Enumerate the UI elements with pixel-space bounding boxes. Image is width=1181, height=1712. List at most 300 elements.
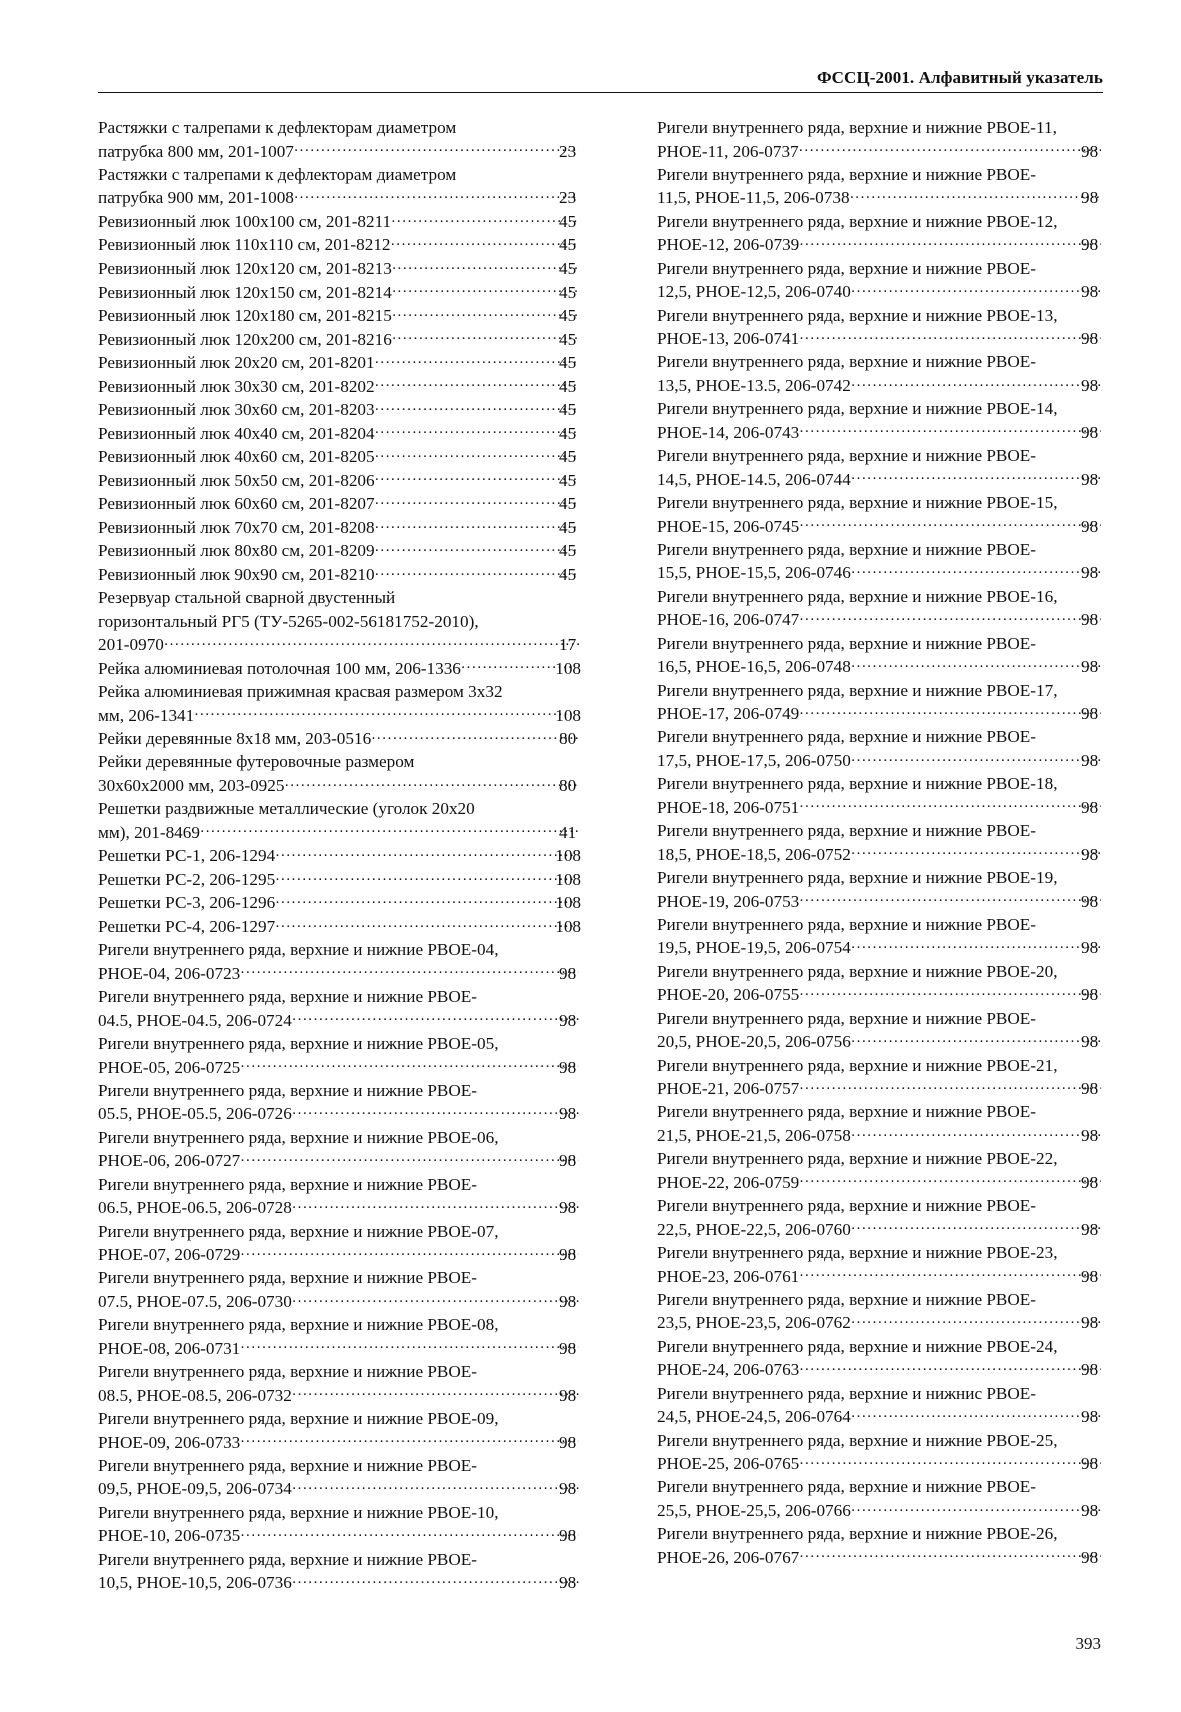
index-entry-line: 07.5, РНОЕ-07.5, 206-0730 ..... 98 — [120, 1290, 581, 1314]
index-entry-text: 201-0970 — [98, 635, 164, 655]
index-entry — [98, 727, 581, 751]
index-entry — [98, 445, 581, 469]
index-entry-text: РНОЕ-15, 206-0745 — [657, 516, 800, 536]
index-entry-text: РНОЕ-19, 206-0753 — [657, 891, 800, 911]
index-entry-text: Ригели внутреннего ряда, верхние и нижние РВОЕ-16, — [657, 586, 1058, 606]
index-entry-line — [657, 304, 1103, 327]
index-entry-line: РНОЕ-07, 206-0729 ..... 98 — [120, 1243, 581, 1267]
dot-leader — [165, 633, 579, 650]
index-entry-text: Ригели внутреннего ряда, верхние и нижние РВОЕ-24, — [657, 1336, 1058, 1356]
index-entry-line — [657, 1475, 1103, 1498]
index-entry-text: РНОЕ-20, 206-0755 — [657, 985, 800, 1005]
index-entry-text: 10,5, РНОЕ-10,5, 206-0736 — [98, 1573, 292, 1593]
index-entry-text: Ревизионный люк 80х80 см, 201-8209 — [98, 541, 375, 561]
index-entry — [657, 866, 1103, 913]
dot-leader — [295, 186, 579, 203]
dot-leader — [293, 1477, 579, 1494]
index-entry-text: Ригели внутреннего ряда, верхние и нижние РВОЕ- — [657, 914, 1037, 934]
index-entry-line: 11,5, РНОЕ-11,5, 206-0738 ..... 98 — [679, 186, 1103, 210]
index-entry — [657, 679, 1103, 726]
dot-leader — [800, 139, 1101, 156]
index-entry-line — [657, 210, 1103, 233]
index-entry-line: РНОЕ-14, 206-0743 ..... 98 — [679, 421, 1103, 445]
dot-leader — [852, 655, 1101, 672]
index-entry-line — [98, 1454, 581, 1477]
dot-leader — [852, 561, 1101, 578]
index-entry-text: Ревизионный люк 30х60 см, 201-8203 — [98, 400, 375, 420]
index-entry-text: Ревизионный люк 120х180 см, 201-8215 — [98, 306, 392, 326]
index-entry-text: РНОЕ-21, 206-0757 — [657, 1079, 800, 1099]
index-entry-line — [98, 750, 581, 773]
index-entry-line — [98, 1266, 581, 1289]
index-entry-text: 24,5, РНОЕ-24,5, 206-0764 — [657, 1407, 851, 1427]
index-entry-line: Ревизионный люк 50х50 см, 201-8206 ..... 45 — [120, 469, 581, 493]
index-entry-text: Ревизионный люк 100х100 см, 201-8211 — [98, 211, 392, 231]
index-entry-text: Решетки РС-3, 206-1296 — [98, 893, 276, 913]
index-entry — [98, 656, 581, 680]
header-title: ФССЦ-2001. Алфавитный указатель — [816, 68, 1103, 87]
dot-leader — [276, 891, 575, 908]
dot-leader — [293, 1196, 579, 1213]
dot-leader — [800, 1452, 1101, 1469]
index-entry — [657, 350, 1103, 397]
index-entry-line — [98, 1407, 581, 1430]
index-entry-text: Ригели внутреннего ряда, верхние и нижние РВОЕ- — [657, 164, 1037, 184]
index-entry-text: РНОЕ-25, 206-0765 — [657, 1454, 800, 1474]
index-entry-line: Ревизионный люк 60х60 см, 201-8207 ..... 45 — [120, 492, 581, 516]
index-entry-line: 23,5, РНОЕ-23,5, 206-0762 ..... 98 — [679, 1311, 1103, 1335]
index-entry-text: 30х60х2000 мм, 203-0925 — [98, 775, 285, 795]
dot-leader — [393, 304, 579, 321]
index-entry-line: Ревизионный люк 110х110 см, 201-8212 ..... 45 — [120, 233, 581, 257]
dot-leader — [241, 1524, 579, 1541]
dot-leader — [276, 868, 575, 885]
index-entry-text: 23,5, РНОЕ-23,5, 206-0762 — [657, 1313, 851, 1333]
index-entry-text: Ригели внутреннего ряда, верхние и нижние РВОЕ- — [98, 1080, 478, 1100]
index-entry-text: Ревизионный люк 20х20 см, 201-8201 — [98, 353, 375, 373]
index-entry-line — [657, 866, 1103, 889]
index-entry-line: 10,5, РНОЕ-10,5, 206-0736 ..... 98 — [120, 1571, 581, 1595]
index-entry-line — [98, 163, 581, 186]
dot-leader — [376, 516, 579, 533]
dot-leader — [392, 233, 579, 250]
index-entry-line: 19,5, РНОЕ-19,5, 206-0754 ..... 98 — [679, 936, 1103, 960]
index-entry — [98, 1548, 581, 1595]
index-entry-line: 17,5, РНОЕ-17,5, 206-0750 ..... 98 — [679, 749, 1103, 773]
index-entry-text: Ревизионный люк 120х150 см, 201-8214 — [98, 282, 392, 302]
index-entry-line: Ревизионный люк 120х150 см, 201-8214 ..... 45 — [120, 280, 581, 304]
dot-leader — [800, 1264, 1101, 1281]
index-entry-line: РНОЕ-13, 206-0741 ..... 98 — [679, 327, 1103, 351]
index-entry-text: РНОЕ-16, 206-0747 — [657, 610, 800, 630]
index-entry-text: 19,5, РНОЕ-19,5, 206-0754 — [657, 938, 851, 958]
index-entry-text: Ригели внутреннего ряда, верхние и нижние РВОЕ-08, — [98, 1315, 499, 1335]
index-entry-text: РНОЕ-05, 206-0725 — [98, 1057, 241, 1077]
index-entry-line: РНОЕ-09, 206-0733 ..... 98 — [120, 1430, 581, 1454]
index-entry-text: Растяжки с талрепами к дефлекторам диаметром — [98, 164, 457, 184]
index-entry-text: Ригели внутреннего ряда, верхние и нижние РВОЕ- — [657, 446, 1037, 466]
index-entry-text: Ригели внутреннего ряда, верхние и нижние РВОЕ- — [657, 1477, 1037, 1497]
dot-leader — [201, 821, 579, 838]
index-entry-text: Ригели внутреннего ряда, верхние и нижние РВОЕ-06, — [98, 1127, 499, 1147]
index-entry-text: 12,5, РНОЕ-12,5, 206-0740 — [657, 282, 851, 302]
index-entry-text: Ригели внутреннего ряда, верхние и нижнис РВОЕ- — [657, 1383, 1037, 1403]
index-entry-text: Ригели внутреннего ряда, верхние и нижние РВОЕ-05, — [98, 1034, 499, 1054]
index-entry-text: Ригели внутреннего ряда, верхние и нижние РВОЕ- — [98, 1549, 478, 1569]
index-entry-line: Ревизионный люк 70х70 см, 201-8208 ..... 45 — [120, 516, 581, 540]
dot-leader — [800, 421, 1101, 438]
index-entry — [98, 868, 581, 892]
index-entry-text: Ревизионный люк 110х110 см, 201-8212 — [98, 235, 391, 255]
index-entry-line: 18,5, РНОЕ-18,5, 206-0752 ..... 98 — [679, 842, 1103, 866]
index-entry-line — [98, 1313, 581, 1336]
index-entry-line: мм), 201-8469 ..... 41 — [120, 821, 581, 845]
index-entry-text: Ригели внутреннего ряда, верхние и нижние РВОЕ- — [98, 1268, 478, 1288]
index-entry — [657, 1475, 1103, 1522]
index-entry — [657, 960, 1103, 1007]
index-entry-text: Ригели внутреннего ряда, верхние и нижние РВОЕ- — [657, 727, 1037, 747]
index-entry — [98, 163, 581, 210]
dot-leader — [276, 844, 575, 861]
index-entry-text: Решетки РС-4, 206-1297 — [98, 916, 276, 936]
index-entry — [98, 1032, 581, 1079]
index-entry-line: РНОЕ-04, 206-0723 ..... 98 — [120, 962, 581, 986]
dot-leader — [376, 422, 579, 439]
index-entry — [657, 491, 1103, 538]
index-entry-line: РНОЕ-19, 206-0753 ..... 98 — [679, 889, 1103, 913]
index-entry-text: 07.5, РНОЕ-07.5, 206-0730 — [98, 1291, 292, 1311]
index-entry-line — [657, 538, 1103, 561]
index-entry-line — [657, 1522, 1103, 1545]
dot-leader — [393, 257, 579, 274]
index-entry-line: 201-0970 ..... 17 — [120, 633, 581, 657]
dot-leader — [800, 1546, 1101, 1563]
index-entry — [657, 1147, 1103, 1194]
index-entry-text: Ригели внутреннего ряда, верхние и нижние РВОЕ- — [657, 1196, 1037, 1216]
index-entry-text: Ригели внутреннего ряда, верхние и нижние РВОЕ- — [657, 1102, 1037, 1122]
index-entry-text: Ригели внутреннего ряда, верхние и нижние РВОЕ-26, — [657, 1524, 1058, 1544]
index-page-ref: 108 — [555, 846, 581, 866]
index-entry-line: 13,5, РНОЕ-13.5, 206-0742 ..... 98 — [679, 374, 1103, 398]
index-page-ref: 108 — [555, 869, 581, 889]
index-entry-text: РНОЕ-24, 206-0763 — [657, 1360, 800, 1380]
index-entry-line: 21,5, РНОЕ-21,5, 206-0758 ..... 98 — [679, 1124, 1103, 1148]
dot-leader — [852, 1030, 1101, 1047]
dot-leader — [392, 210, 579, 227]
index-entry-text: Ригели внутреннего ряда, верхние и нижние РВОЕ-13, — [657, 305, 1058, 325]
index-entry-text: РНОЕ-12, 206-0739 — [657, 235, 800, 255]
index-entry — [98, 116, 581, 163]
dot-leader — [241, 1243, 579, 1260]
index-entry-text: Ригели внутреннего ряда, верхние и нижние РВОЕ-12, — [657, 211, 1058, 231]
index-entry-line: Ревизионный люк 120х200 см, 201-8216 ..... 45 — [120, 327, 581, 351]
index-entry-text: 20,5, РНОЕ-20,5, 206-0756 — [657, 1032, 851, 1052]
index-entry — [98, 844, 581, 868]
index-entry-text: 05.5, РНОЕ-05.5, 206-0726 — [98, 1104, 292, 1124]
index-entry-line — [657, 772, 1103, 795]
index-entry-text: Ревизионный люк 120х120 см, 201-8213 — [98, 259, 392, 278]
index-entry-line — [657, 1241, 1103, 1264]
dot-leader — [376, 492, 579, 509]
index-column-right — [657, 116, 1103, 1569]
dot-leader — [295, 139, 579, 156]
dot-leader — [393, 280, 579, 297]
dot-leader — [800, 796, 1101, 813]
index-entry-line: РНОЕ-25, 206-0765 ..... 98 — [679, 1452, 1103, 1476]
dot-leader — [852, 1499, 1101, 1516]
index-entry-line — [657, 163, 1103, 186]
index-entry-text: мм, 206-1341 — [98, 705, 195, 725]
index-entry-line: 05.5, РНОЕ-05.5, 206-0726 ..... 98 — [120, 1102, 581, 1126]
index-entry-text: 16,5, РНОЕ-16,5, 206-0748 — [657, 657, 851, 677]
index-entry — [657, 538, 1103, 585]
index-entry-line: 12,5, РНОЕ-12,5, 206-0740 ..... 98 — [679, 280, 1103, 304]
dot-leader — [376, 539, 579, 556]
index-entry-text: Ригели внутреннего ряда, верхние и нижние РВОЕ-11, — [657, 118, 1057, 137]
index-entry-line: 25,5, РНОЕ-25,5, 206-0766 ..... 98 — [679, 1499, 1103, 1523]
index-entry-text: Ревизионный люк 70х70 см, 201-8208 — [98, 517, 375, 537]
index-entry-line: Ревизионный люк 20х20 см, 201-8201 ..... 45 — [120, 351, 581, 375]
dot-leader — [800, 1077, 1101, 1094]
index-entry — [657, 1007, 1103, 1054]
dot-leader — [376, 445, 579, 462]
dot-leader — [800, 233, 1101, 250]
index-entry — [98, 1126, 581, 1173]
index-entry-line: патрубка 800 мм, 201-1007 ..... 23 — [120, 139, 581, 163]
dot-leader — [852, 936, 1101, 953]
index-entry-line: Ревизионный люк 40х60 см, 201-8205 ..... 45 — [120, 445, 581, 469]
index-entry-line — [657, 1382, 1103, 1405]
index-entry-line: 24,5, РНОЕ-24,5, 206-0764 ..... 98 — [679, 1405, 1103, 1429]
index-entry-line: 06.5, РНОЕ-06.5, 206-0728 ..... 98 — [120, 1196, 581, 1220]
dot-leader — [800, 514, 1101, 531]
index-entry — [98, 516, 581, 540]
index-entry-line: РНОЕ-06, 206-0727 ..... 98 — [120, 1149, 581, 1173]
index-entry — [98, 1407, 581, 1454]
index-entry-text: горизонтальный РГ5 (ТУ-5265-002-56181752-2010), — [98, 611, 479, 631]
index-entry — [657, 1335, 1103, 1382]
index-entry — [98, 539, 581, 563]
index-entry-text: Рейки деревянные 8х18 мм, 203-0516 — [98, 729, 372, 749]
index-entry-text: Рейки деревянные футеровочные размером — [98, 752, 415, 772]
dot-leader — [800, 889, 1101, 906]
index-entry — [657, 1429, 1103, 1476]
index-entry-text: РНОЕ-17, 206-0749 — [657, 704, 800, 724]
index-entry — [657, 1241, 1103, 1288]
index-entry-line: Ревизионный люк 30х30 см, 201-8202 ..... 45 — [120, 374, 581, 398]
index-entry-text: РНОЕ-14, 206-0743 — [657, 422, 800, 442]
index-entry — [98, 938, 581, 985]
index-entry-text: Ригели внутреннего ряда, верхние и нижние РВОЕ-04, — [98, 940, 499, 960]
dot-leader — [376, 374, 579, 391]
index-entry-line — [98, 891, 581, 915]
index-entry-text: Ревизионный люк 50х50 см, 201-8206 — [98, 470, 375, 490]
index-entry-line: патрубка 900 мм, 201-1008 ..... 23 — [120, 186, 581, 210]
index-entry-line — [657, 491, 1103, 514]
index-entry-text: РНОЕ-06, 206-0727 — [98, 1151, 241, 1171]
index-entry-text: мм), 201-8469 — [98, 822, 200, 842]
index-entry — [657, 116, 1103, 163]
index-entry — [98, 469, 581, 493]
dot-leader — [800, 702, 1101, 719]
index-entry-line: 04.5, РНОЕ-04.5, 206-0724 ..... 98 — [120, 1009, 581, 1033]
index-entry-line — [98, 1126, 581, 1149]
dot-leader — [852, 842, 1101, 859]
dot-leader — [276, 915, 575, 932]
running-header — [98, 68, 1103, 93]
index-entry — [657, 819, 1103, 866]
index-entry-text: Ревизионный люк 90х90 см, 201-8210 — [98, 564, 375, 584]
index-entry-text: 17,5, РНОЕ-17,5, 206-0750 — [657, 750, 851, 770]
index-entry — [98, 1220, 581, 1267]
index-entry-text: Рейка алюминиевая прижимная красвая размером 3х32 — [98, 682, 503, 701]
index-entry-text: Ригели внутреннего ряда, верхние и нижние РВОЕ-20, — [657, 961, 1058, 981]
index-entry-line — [98, 610, 581, 633]
index-entry-line — [98, 1173, 581, 1196]
dot-leader — [462, 656, 575, 673]
dot-leader — [852, 1405, 1101, 1422]
index-entry-text: Ригели внутреннего ряда, верхние и нижние РВОЕ-07, — [98, 1221, 499, 1241]
dot-leader — [852, 374, 1101, 391]
index-entry-line: РНОЕ-23, 206-0761 ..... 98 — [679, 1264, 1103, 1288]
index-entry-line — [657, 725, 1103, 748]
index-entry — [98, 1360, 581, 1407]
dot-leader — [800, 983, 1101, 1000]
dot-leader — [852, 749, 1101, 766]
dot-leader — [800, 327, 1101, 344]
index-entry-line — [98, 1220, 581, 1243]
index-entry-text: Ригели внутреннего ряда, верхние и нижние РВОЕ- — [657, 352, 1037, 372]
index-entry-text: 22,5, РНОЕ-22,5, 206-0760 — [657, 1219, 851, 1239]
index-entry-line: Ревизионный люк 100х100 см, 201-8211 ..... 45 — [120, 210, 581, 234]
index-entry-text: Растяжки с талрепами к дефлекторам диаметром — [98, 118, 457, 137]
dot-leader — [852, 467, 1101, 484]
index-entry-text: Ригели внутреннего ряда, верхние и нижние РВОЕ-21, — [657, 1055, 1058, 1075]
index-entry-text: 08.5, РНОЕ-08.5, 206-0732 — [98, 1385, 292, 1405]
index-entry-text: Ревизионный люк 120х200 см, 201-8216 — [98, 329, 392, 349]
index-entry-text: Ригели внутреннего ряда, верхние и нижние РВОЕ- — [98, 987, 478, 1007]
index-entry-line — [98, 797, 581, 820]
index-entry-line — [657, 444, 1103, 467]
index-entry-line — [657, 632, 1103, 655]
index-entry-line — [98, 680, 581, 703]
dot-leader — [372, 727, 579, 744]
index-entry-line: РНОЕ-12, 206-0739 ..... 98 — [679, 233, 1103, 257]
index-entry-text: Ригели внутреннего ряда, верхние и нижние РВОЕ-09, — [98, 1409, 499, 1429]
dot-leader — [376, 563, 579, 580]
index-entry-line — [98, 868, 581, 892]
dot-leader — [195, 703, 575, 720]
dot-leader — [241, 962, 579, 979]
index-entry-line: Ревизионный люк 120х120 см, 201-8213 ..... 45 — [120, 257, 581, 281]
index-entry-line: РНОЕ-16, 206-0747 ..... 98 — [679, 608, 1103, 632]
index-page-ref: 108 — [555, 893, 581, 913]
dot-leader — [285, 774, 579, 791]
index-entry — [98, 374, 581, 398]
index-entry-text: Ригели внутреннего ряда, верхние и нижние РВОЕ-18, — [657, 774, 1058, 794]
index-entry — [657, 444, 1103, 491]
index-entry-line — [98, 938, 581, 961]
index-entry-line — [657, 1100, 1103, 1123]
index-entry-text: Ригели внутреннего ряда, верхние и нижние РВОЕ-22, — [657, 1149, 1058, 1169]
index-entry-line: РНОЕ-24, 206-0763 ..... 98 — [679, 1358, 1103, 1382]
index-entry-line — [657, 350, 1103, 373]
index-page-ref: 108 — [555, 916, 581, 936]
dot-leader — [293, 1102, 579, 1119]
index-entry-line — [657, 397, 1103, 420]
index-entry — [657, 585, 1103, 632]
index-entry-text: 25,5, РНОЕ-25,5, 206-0766 — [657, 1500, 851, 1520]
dot-leader — [293, 1009, 579, 1026]
index-entry — [98, 915, 581, 939]
index-entry — [98, 563, 581, 587]
index-entry-text: 06.5, РНОЕ-06.5, 206-0728 — [98, 1198, 292, 1218]
index-entry-text: Ригели внутреннего ряда, верхние и нижние РВОЕ- — [657, 1008, 1037, 1028]
dot-leader — [393, 327, 579, 344]
index-entry — [657, 397, 1103, 444]
index-entry-line — [657, 913, 1103, 936]
index-entry — [98, 680, 581, 727]
index-entry-line: 16,5, РНОЕ-16,5, 206-0748 ..... 98 — [679, 655, 1103, 679]
index-entry-text: 13,5, РНОЕ-13.5, 206-0742 — [657, 375, 851, 395]
index-entry-text: РНОЕ-26, 206-0767 — [657, 1547, 800, 1567]
index-entry-text: Ригели внутреннего ряда, верхние и нижние РВОЕ-17, — [657, 680, 1058, 700]
dot-leader — [293, 1290, 579, 1307]
index-entry — [98, 1501, 581, 1548]
index-entry-line: РНОЕ-17, 206-0749 ..... 98 — [679, 702, 1103, 726]
index-entry-line: РНОЕ-11, 206-0737 ..... 98 — [679, 139, 1103, 163]
index-entry-text: Решетки РС-1, 206-1294 — [98, 846, 276, 866]
index-entry — [98, 304, 581, 328]
index-entry-text: 21,5, РНОЕ-21,5, 206-0758 — [657, 1125, 851, 1145]
index-entry-text: Ригели внутреннего ряда, верхние и нижние РВОЕ- — [657, 1289, 1037, 1309]
index-entry-line: РНОЕ-08, 206-0731 ..... 98 — [120, 1337, 581, 1361]
page-number: 393 — [1075, 1634, 1101, 1653]
dot-leader — [852, 280, 1101, 297]
index-entry-text: Ригели внутреннего ряда, верхние и нижние РВОЕ- — [98, 1455, 478, 1475]
index-entry — [657, 304, 1103, 351]
index-entry-line: РНОЕ-18, 206-0751 ..... 98 — [679, 796, 1103, 820]
index-entry-line: РНОЕ-15, 206-0745 ..... 98 — [679, 514, 1103, 538]
index-entry-line: РНОЕ-26, 206-0767 ..... 98 — [679, 1546, 1103, 1570]
dot-leader — [852, 1311, 1101, 1328]
index-entry-text: Ригели внутреннего ряда, верхние и нижние РВОЕ- — [657, 821, 1037, 841]
index-entry-line: РНОЕ-05, 206-0725 ..... 98 — [120, 1055, 581, 1079]
index-entry-line: Ревизионный люк 30х60 см, 201-8203 ..... 45 — [120, 398, 581, 422]
index-entry-text: РНОЕ-07, 206-0729 — [98, 1245, 241, 1265]
index-entry-text: 04.5, РНОЕ-04.5, 206-0724 — [98, 1010, 292, 1030]
index-entry — [98, 891, 581, 915]
index-entry-text: Ригели внутреннего ряда, верхние и нижние РВОЕ- — [657, 539, 1037, 559]
index-entry-line: РНОЕ-10, 206-0735 ..... 98 — [120, 1524, 581, 1548]
index-entry-text: Рейка алюминиевая потолочная 100 мм, 206-1336 — [98, 658, 461, 678]
index-entry-line: 30х60х2000 мм, 203-0925 ..... 80 — [120, 774, 581, 798]
index-entry-text: 14,5, РНОЕ-14.5, 206-0744 — [657, 469, 851, 489]
index-entry — [98, 797, 581, 844]
index-entry-line: 15,5, РНОЕ-15,5, 206-0746 ..... 98 — [679, 561, 1103, 585]
index-entry — [98, 233, 581, 257]
dot-leader — [293, 1384, 579, 1401]
index-entry-text: Ревизионный люк 40х60 см, 201-8205 — [98, 447, 375, 467]
index-entry-line — [98, 703, 581, 727]
index-entry-line — [98, 1548, 581, 1571]
index-entry-text: Ригели внутреннего ряда, верхние и нижние РВОЕ- — [98, 1174, 478, 1194]
index-entry-text: РНОЕ-13, 206-0741 — [657, 329, 800, 349]
index-entry-line: Ревизионный люк 40х40 см, 201-8204 ..... 45 — [120, 422, 581, 446]
index-entry — [98, 750, 581, 797]
index-entry-line — [657, 1007, 1103, 1030]
index-entry-line — [657, 1054, 1103, 1077]
